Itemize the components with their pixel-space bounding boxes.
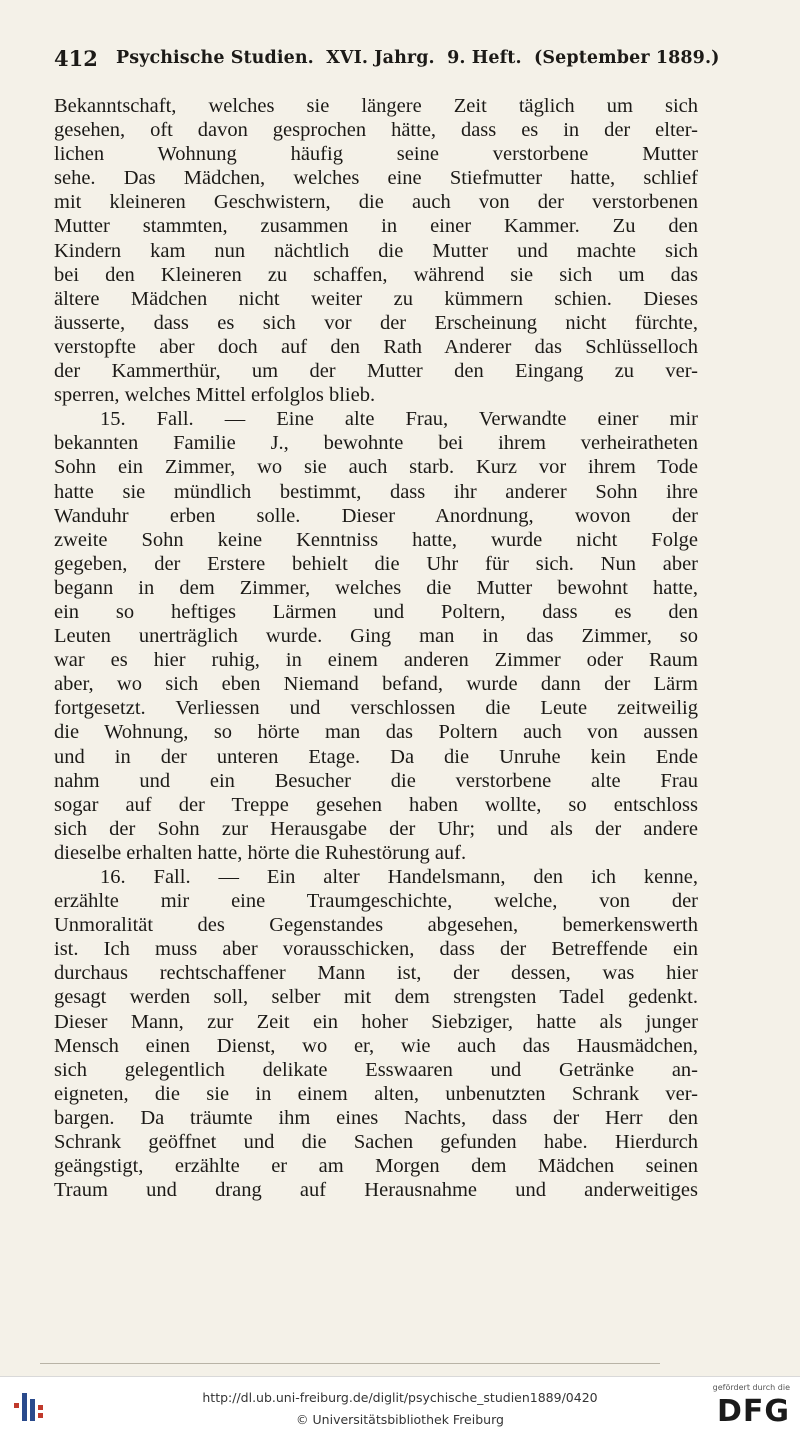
text-line: ältere Mädchen nicht weiter zu kümmern schien. Dieses: [54, 287, 698, 310]
permalink-url[interactable]: http://dl.ub.uni-freiburg.de/diglit/psychische_studien1889/0420: [202, 1390, 598, 1405]
text-line: erzählte mir eine Traumgeschichte, welche, von der: [54, 890, 698, 913]
text-line: Dieser Mann, zur Zeit ein hoher Siebziger, hatte als junger: [54, 1010, 698, 1033]
text-line: bargen. Da träumte ihm eines Nachts, dass der Herr den: [54, 1106, 698, 1129]
text-line: Sohn ein Zimmer, wo sie auch starb. Kurz vor ihrem Tode: [54, 456, 698, 479]
text-line: der Kammerthür, um der Mutter den Eingang zu ver-: [54, 360, 698, 383]
text-line: die Wohnung, so hörte man das Poltern auch von aussen: [54, 721, 698, 744]
text-line: fortgesetzt. Verliessen und verschlossen die Leute zeitweilig: [54, 697, 698, 720]
text-line: sehe. Das Mädchen, welches eine Stiefmutter hatte, schlief: [54, 167, 698, 190]
text-line: durchaus rechtschaffener Mann ist, der dessen, was hier: [54, 962, 698, 985]
text-line: 15. Fall. — Eine alte Frau, Verwandte einer mir: [100, 408, 698, 431]
text-line: Bekanntschaft, welches sie längere Zeit täglich um sich: [54, 95, 698, 117]
text-line: und in der unteren Etage. Da die Unruhe kein Ende: [54, 745, 698, 768]
body-text: [54, 94, 698, 1202]
text-line: mit kleineren Geschwistern, die auch von der verstorbenen: [54, 191, 698, 214]
text-line: aber, wo sich eben Niemand befand, wurde dann der Lärm: [54, 673, 698, 696]
text-line: verstopfte aber doch auf den Rath Anderer das Schlüsselloch: [54, 335, 698, 358]
text-line: eigneten, die sie in einem alten, unbenutzten Schrank ver-: [54, 1082, 698, 1105]
text-line: gesagt werden soll, selber mit dem strengsten Tadel gedenkt.: [54, 986, 698, 1009]
text-line: sich gelegentlich delikate Esswaaren und Getränke an-: [54, 1058, 698, 1081]
dfg-logo[interactable]: [698, 1383, 790, 1431]
funded-by-label: gefördert durch die: [712, 1383, 790, 1392]
page-number: 412: [54, 46, 98, 71]
text-line: Traum und drang auf Herausnahme und anderweitiges: [54, 1179, 698, 1202]
page-bottom-rule: [40, 1363, 660, 1364]
text-line: zweite Sohn keine Kenntniss hatte, wurde nicht Folge: [54, 528, 698, 551]
text-line: begann in dem Zimmer, welches die Mutter bewohnt hatte,: [54, 576, 698, 599]
text-line: Unmoralität des Gegenstandes abgesehen, bemerkenswerth: [54, 914, 698, 937]
text-line: bekannten Familie J., bewohnte bei ihrem verheiratheten: [54, 432, 698, 455]
text-line: dieselbe erhalten hatte, hörte die Ruhestörung auf.: [54, 841, 467, 864]
text-line: gegeben, der Erstere behielt die Uhr für sich. Nun aber: [54, 552, 698, 575]
text-line: Mensch einen Dienst, wo er, wie auch das Hausmädchen,: [54, 1034, 698, 1057]
text-line: äusserte, dass es sich vor der Erscheinung nicht fürchte,: [54, 311, 698, 334]
running-title: Psychische Studien. XVI. Jahrg. 9. Heft. (September 1889.): [116, 48, 720, 68]
text-line: war es hier ruhig, in einem anderen Zimmer oder Raum: [54, 649, 698, 672]
text-line: Wanduhr erben solle. Dieser Anordnung, wovon der: [54, 504, 698, 527]
text-line: ein so heftiges Lärmen und Poltern, dass es den: [54, 600, 698, 623]
page-header: [54, 46, 720, 74]
text-line: nahm und ein Besucher die verstorbene alte Frau: [54, 769, 698, 792]
text-line: gesehen, oft davon gesprochen hätte, dass es in der elter-: [54, 119, 698, 142]
dfg-logo-text: DFG: [716, 1394, 790, 1429]
text-line: Schrank geöffnet und die Sachen gefunden habe. Hierdurch: [54, 1131, 698, 1154]
copyright-text: © Universitätsbibliothek Freiburg: [296, 1412, 504, 1427]
text-line: sperren, welches Mittel erfolglos blieb.: [54, 384, 376, 407]
text-line: bei den Kleineren zu schaffen, während sie sich um das: [54, 263, 698, 286]
text-line: Mutter stammten, zusammen in einer Kammer. Zu den: [54, 215, 698, 238]
text-line: Kindern kam nun nächtlich die Mutter und machte sich: [54, 239, 698, 262]
text-line: Leuten unerträglich wurde. Ging man in das Zimmer, so: [54, 625, 698, 648]
viewer-footer: [0, 1376, 800, 1435]
text-line: hatte sie mündlich bestimmt, dass ihr anderer Sohn ihre: [54, 480, 698, 503]
text-line: ist. Ich muss aber vorausschicken, dass der Betreffende ein: [54, 938, 698, 961]
text-line: geängstigt, erzählte er am Morgen dem Mädchen seinen: [54, 1155, 698, 1178]
text-line: sogar auf der Treppe gesehen haben wollte, so entschloss: [54, 793, 698, 816]
text-line: 16. Fall. — Ein alter Handelsmann, den ich kenne,: [100, 866, 698, 888]
text-line: lichen Wohnung häufig seine verstorbene Mutter: [54, 143, 698, 166]
text-line: sich der Sohn zur Herausgabe der Uhr; und als der andere: [54, 817, 698, 840]
